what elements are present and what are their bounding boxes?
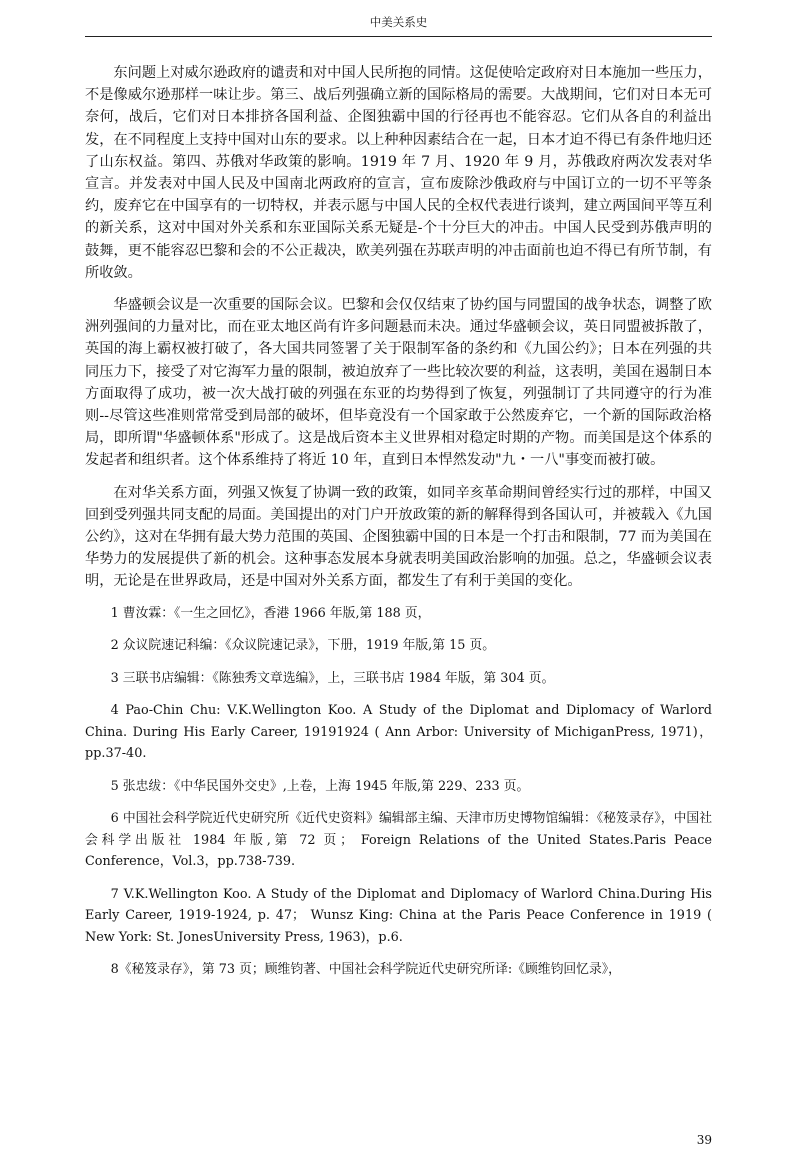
- footnote: 3 三联书店编辑：《陈独秀文章选编》，上，三联书店 1984 年版，第 304 页。: [110, 670, 555, 686]
- footnote: 2 众议院速记科编：《众议院速记录》，下册，1919 年版,第 15 页。: [110, 638, 496, 654]
- running-header-title: 中美关系史: [369, 15, 428, 29]
- body-paragraph: 在对华关系方面，列强又恢复了协调一致的政策，如同辛亥革命期间曾经实行过的那样，中国又回到受列强共同支配的局面。美国提出的对门户开放政策的新的解释得到各国认可，并被载入《九国公约》，这对在华拥有最大势力范围的英国、企图独霸中国的日本是一个打击和限制，77 而为美国在华势力的发展提供了新的机会。这种事态发展本身就表明美国政治影响的加强。总之，华盛顿会议表明，无论是在世界政局，还是中国对外关系方面，都发生了有利于美国的变化。: [85, 484, 712, 590]
- body-paragraph: 东问题上对威尔逊政府的谴责和对中国人民所抱的同情。这促使哈定政府对日本施加一些压力，不是像威尔逊那样一味让步。第三、战后列强确立新的国际格局的需要。大战期间，它们对日本无可奈何，战后，它们对日本排挤各国利益、企图独霸中国的行径再也不能容忍。它们从各自的利益出发，在不同程度上支持中国对山东的要求。以上种种因素结合在一起，日本才迫不得已有条件地归还了山东权益。第四、苏俄对华政策的影响。1919 年 7 月、1920 年 9 月，苏俄政府两次发表对华宣言。并发表对中国人民及中国南北两政府的宣言，宣布废除沙俄政府与中国订立的一切不平等条约，废弃它在中国享有的一切特权，并表示愿与中国人民的全权代表进行谈判，建立两国间平等互利的新关系，这对中国对外关系和东亚国际关系无疑是-个十分巨大的冲击。中国人民受到苏俄声明的鼓舞，更不能容忍巴黎和会的不公正裁决，欧美列强在苏联声明的冲击面前也迫不得已有所节制，有所收敛。: [85, 65, 712, 281]
- page-body: [85, 62, 712, 992]
- running-header: [85, 14, 712, 37]
- footnote: 1 曹汝霖：《一生之回忆》，香港 1966 年版,第 188 页，: [110, 605, 431, 621]
- footnote: 5 张忠绂：《中华民国外交史》,上卷，上海 1945 年版,第 229、233 页。: [110, 778, 530, 794]
- footnote: 7 V.K.Wellington Koo. A Study of the Diplomat and Diplomacy of Warlord China.During His Early Career, 1919-1924, p. 47； Wunsz King: China at the Paris Peace Conference in 1919 ( New York: St. JonesUniversity Press, 1963)，p.6.: [85, 886, 712, 945]
- footnote: 6 中国社会科学院近代史研究所《近代史资料》编辑部主编、天津市历史博物馆编辑：《秘笈录存》，中国社会科学出版社 1984 年版,第 72 页； Foreign Relations of the United States.Paris Peace Conference，Vol.3，pp.738-739.: [85, 811, 712, 870]
- body-paragraph: 华盛顿会议是一次重要的国际会议。巴黎和会仅仅结束了协约国与同盟国的战争状态，调整了欧洲列强间的力量对比，而在亚太地区尚有许多问题悬而未决。通过华盛顿会议，英日同盟被拆散了，英国的海上霸权被打破了，各大国共同签署了关于限制军备的条约和《九国公约》；日本在列强的共同压力下，接受了对它海军力量的限制，被迫放弃了一些比较次要的利益，这表明，美国在遏制日本方面取得了成功，被一次大战打破的列强在东亚的均势得到了恢复，列强制订了共同遵守的行为准则--尽管这些准则常常受到局部的破坏，但毕竟没有一个国家敢于公然废弃它，一个新的国际政治格局，即所谓"华盛顿体系"形成了。这是战后资本主义世界相对稳定时期的产物。而美国是这个体系的发起者和组织者。这个体系维持了将近 10 年，直到日本悍然发动"九・一八"事变而被打破。: [85, 297, 712, 469]
- footnote: 8《秘笈录存》，第 73 页；顾维钧著、中国社会科学院近代史研究所译:《顾维钧回忆录》，: [110, 962, 621, 978]
- footnote: 4 Pao-Chin Chu: V.K.Wellington Koo. A Study of the Diplomat and Diplomacy of Warlord China. During His Early Career, 19191924 ( Ann Arbor: University of MichiganPress, 1971)，pp.37-40.: [85, 703, 712, 762]
- page-number: 39: [696, 1133, 712, 1147]
